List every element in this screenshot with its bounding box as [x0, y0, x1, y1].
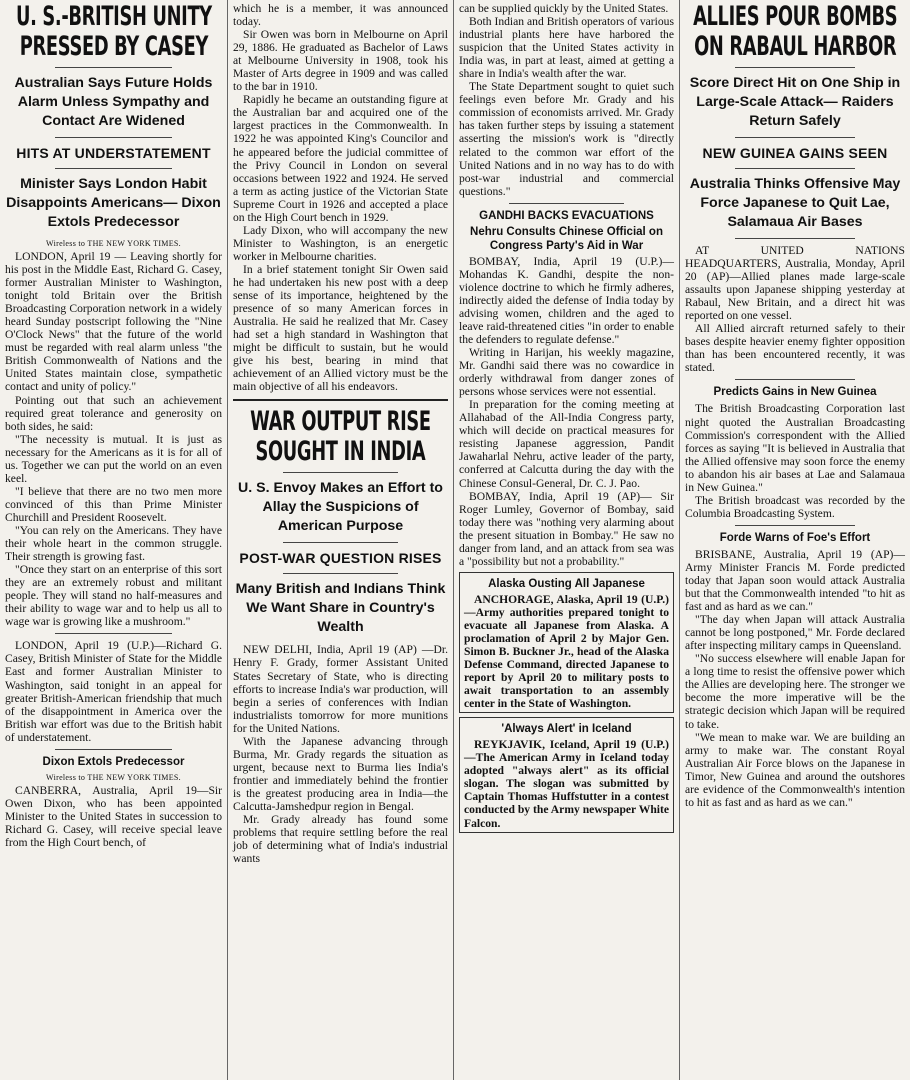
deck-india-1: U. S. Envoy Makes an Effort to Allay the Suspicions of American Purpose	[238, 480, 443, 535]
article-paragraph: AT UNITED NATIONS HEADQUARTERS, Australia, Monday, April 20 (AP)—Allied planes made large-scale assaults upon Japanese shipping yesterday at Rabaul, New Britain, and a direct hit was reported on one vessel.	[685, 244, 905, 323]
deck-india-3: Many British and Indians Think We Want Share in Country's Wealth	[235, 581, 446, 636]
article-paragraph: The British Broadcasting Corporation last night quoted the Australian Broadcasting Commission's correspondent with the Allied forces as saying "It is believed in Australia that the Allied offensive may soon force the enemy to abandon his air bases at Lae and Salamaua in New Guinea."	[685, 402, 905, 494]
wire-credit: Wireless to THE NEW YORK TIMES.	[46, 239, 181, 248]
deck-india-2: POST-WAR QUESTION RISES	[239, 550, 442, 567]
article-paragraph: All Allied aircraft returned safely to their bases despite heavier enemy fighter opposition than has been encountered recently, it was stated.	[685, 322, 905, 375]
article-paragraph: "No success elsewhere will enable Japan for a long time to resist the offensive power which the Allies are developing here. The stronger we become the more imperative will be the strategic decision which Japan will be required to take.	[685, 652, 905, 731]
article-paragraph: With the Japanese advancing through Burma, Mr. Grady regards the situation as urgent, because next to Burma lies India's frontier and immediately behind the frontier is the greatest producing area in India—the Calcutta-Jamshedpur region in Bengal.	[233, 734, 448, 813]
headline-rabaul: ALLIES POUR BOMBS ON RABAUL HARBOR	[692, 1, 898, 62]
subhead-forde: Forde Warns of Foe's Effort	[719, 531, 871, 544]
article-paragraph: LONDON, April 19 (U.P.)—Richard G. Casey, British Minister of State for the Middle East and former Australian Minister to Washington, said tonight in an appeal for greater British-American friendship that much of the disappointment in America over the British war effort was due to the British habit of understatement.	[5, 639, 222, 744]
subhead-dixon: Dixon Extols Predecessor	[42, 755, 185, 768]
article-paragraph: "You can rely on the Americans. They have their whole heart in the common struggle. Their strength is growing fast.	[5, 523, 222, 564]
article-paragraph: ANCHORAGE, Alaska, April 19 (U.P.)—Army authorities prepared tonight to evacuate all Japanese from Alaska. A proclamation of April 2 by Major Gen. Simon B. Buckner Jr., head of the Alaska Defense Command, directed Japanese to report by April 20 to military posts to await transportation to an assembly center in the State of Washington.	[464, 592, 669, 711]
article-paragraph: "The necessity is mutual. It is just as necessary for the Americans as it is for all of us. Together we can put the world on an even keel.	[5, 432, 222, 485]
headline-casey: U. S.-BRITISH UNITY PRESSED BY CASEY	[15, 1, 212, 62]
article-paragraph: Pointing out that such an achievement required great tolerance and generosity on both sides, he said:	[5, 393, 222, 433]
article-paragraph: CANBERRA, Australia, April 19—Sir Owen Dixon, who has been appointed Minister to the United States in succession to Richard G. Casey, will receive special leave from the High Court bench, of	[5, 783, 222, 849]
iceland-box	[459, 717, 674, 832]
article-paragraph: REYKJAVIK, Iceland, April 19 (U.P.)—The American Army in Iceland today adopted "always alert" as its official slogan. The slogan was submitted by Captain Thomas Huffstutter in a contest conducted by the Army newspaper White Falcon.	[464, 738, 669, 830]
deck-casey-2: HITS AT UNDERSTATEMENT	[16, 145, 211, 161]
article-paragraph: Lady Dixon, who will accompany the new Minister to Washington, is an energetic worker in Melbourne charities.	[233, 223, 448, 263]
article-paragraph: "We mean to make war. We are building an army to make war. The constant Royal Australian Air Force blows on the Japanese in Timor, New Guinea and around the outshores are evidence of the Commonwealth's intention to hit as fast and as hard as we can."	[685, 730, 905, 809]
article-paragraph: BRISBANE, Australia, April 19 (AP)—Army Minister Francis M. Forde predicted today that Japan soon would attack Australia but that the Commonwealth intended "to hit as fast and as hard as we can."	[685, 547, 905, 614]
article-paragraph: "Once they start on an enterprise of this sort they are an extremely robust and militant people. They will stand no half-measures and their ability to wage war and to help us all to wage war is growing like a mushroom."	[5, 563, 222, 629]
article-paragraph: In a brief statement tonight Sir Owen said he had undertaken his new post with a deep sense of its importance, heightened by the presence of so many American forces in Australia. He said he realized that Mr. Casey had set a high standard in Washington that might be difficult to sustain, but he would give his best, bearing in mind that achievement of an Allied victory must be the main objective of all his endeavors.	[233, 262, 448, 394]
article-paragraph: In preparation for the coming meeting at Allahabad of the All-India Congress party, which will decide on practical measures for resisting Japanese aggression, Pandit Jawaharlal Nehru, active leader of the party, conferred at Calcutta during the day with the Chinese Consul-General, Dr. C. J. Pao.	[459, 398, 674, 490]
deck-casey-1: Australian Says Future Holds Alarm Unless Sympathy and Contact Are Widened	[14, 75, 213, 129]
article-paragraph: BOMBAY, India, April 19 (U.P.)— Mohandas K. Gandhi, despite the non-violence doctrine to which he firmly adheres, indirectly aided the defense of India today by advising women, children and the aged to leave raid-threatened cities "in order to enable the defenders to regulate defense."	[459, 254, 674, 346]
subhead-iceland: 'Always Alert' in Iceland	[501, 723, 632, 736]
deck-rabaul-2: NEW GUINEA GAINS SEEN	[702, 145, 888, 161]
subhead-gandhi: GANDHI BACKS EVACUATIONS	[479, 209, 654, 222]
deck-casey-3: Minister Says London Habit Disappoints Americans— Dixon Extols Predecessor	[6, 176, 221, 230]
article-paragraph: can be supplied quickly by the United States.	[459, 2, 669, 15]
article-paragraph: Mr. Grady already has found some problems that require settling before the real job of determining what of India's industrial wants	[233, 813, 448, 866]
subhead-nehru: Nehru Consults Chinese Official on Congress Party's Aid in War	[470, 225, 663, 252]
article-paragraph: "The day when Japan will attack Australia cannot be long postponed," Mr. Forde declared after inspecting military camps in Queensland.	[685, 613, 905, 653]
alaska-box	[459, 572, 674, 713]
deck-rabaul-1: Score Direct Hit on One Ship in Large-Scale Attack— Raiders Return Safely	[689, 75, 901, 129]
article-paragraph: Rapidly he became an outstanding figure at the Australian bar and acquired one of the largest practices in the Commonwealth. In 1922 he was appointed King's Councilor and he appeared before the judicial committee of the Privy Council in London on several occasions between 1922 and 1924. He served a term as acting justice of the Victorian State Supreme Court in 1926 and accepted a place on the High Court bench in 1929.	[233, 93, 448, 224]
article-paragraph: Both Indian and British operators of various industrial plants here have harbored the suspicion that the United States activity in India was, in part at least, aimed at getting a share in India's wealth after the war.	[459, 15, 674, 81]
article-paragraph: BOMBAY, India, April 19 (AP)— Sir Roger Lumley, Governor of Bombay, said today there was "nothing very alarming about the present situation in Bombay." He saw no danger from land, and an attack from sea was a "possibility but not a probability."	[459, 489, 674, 568]
deck-rabaul-3: Australia Thinks Offensive May Force Japanese to Quit Lae, Salamaua Air Bases	[689, 176, 901, 230]
article-paragraph: Sir Owen was born in Melbourne on April 29, 1886. He graduated as Bachelor of Laws at Melbourne University in 1908, took his Master of Arts degree in 1909 and was called to the bar in 1910.	[233, 28, 448, 94]
headline-india: WAR OUTPUT RISE SOUGHT IN INDIA	[250, 406, 431, 468]
article-paragraph: The State Department sought to quiet such feelings even before Mr. Grady and his commission of economists arrived. Mr. Grady has taken further steps by issuing a statement asserting the mission's work is "directly related to the common war effort of the United Nations and in no way has to do with post-war industrial and commercial questions."	[459, 80, 674, 198]
column-1	[0, 0, 228, 1080]
subhead-new-guinea: Predicts Gains in New Guinea	[713, 386, 877, 399]
wire-credit: Wireless to THE NEW YORK TIMES.	[46, 772, 181, 782]
article-paragraph: Writing in Harijan, his weekly magazine, Mr. Gandhi said there was no cowardice in orderly withdrawal from danger zones of persons whose services were not essential.	[459, 346, 674, 399]
column-4	[680, 0, 910, 1080]
article-paragraph: LONDON, April 19 — Leaving shortly for his post in the Middle East, Richard G. Casey, former Australian Minister to Washington, tonight told Britain over the British Broadcasting Corporation network in a widely heard Sunday postscript following the "Nine O'Clock News" that the future of the world must be regarded with real alarm unless "the British Commonwealth of Nations and the United States maintain close, sympathetic contact and unity of policy."	[5, 250, 222, 394]
column-3	[454, 0, 680, 1080]
subhead-alaska: Alaska Ousting All Japanese	[488, 577, 645, 590]
column-2	[228, 0, 454, 1080]
article-paragraph: "I believe that there are no two men more convinced of this than Prime Minister Churchill and President Roosevelt.	[5, 484, 222, 524]
article-paragraph: NEW DELHI, India, April 19 (AP) —Dr. Henry F. Grady, former Assistant United States Secretary of State, who is directing efforts to increase India's war production, will begin a series of conferences with Indian industrialists tomorrow for more munitions for the United Nations.	[233, 643, 448, 735]
article-paragraph: which he is a member, it was announced today.	[233, 2, 448, 29]
article-paragraph: The British broadcast was recorded by the Columbia Broadcasting System.	[685, 493, 905, 520]
